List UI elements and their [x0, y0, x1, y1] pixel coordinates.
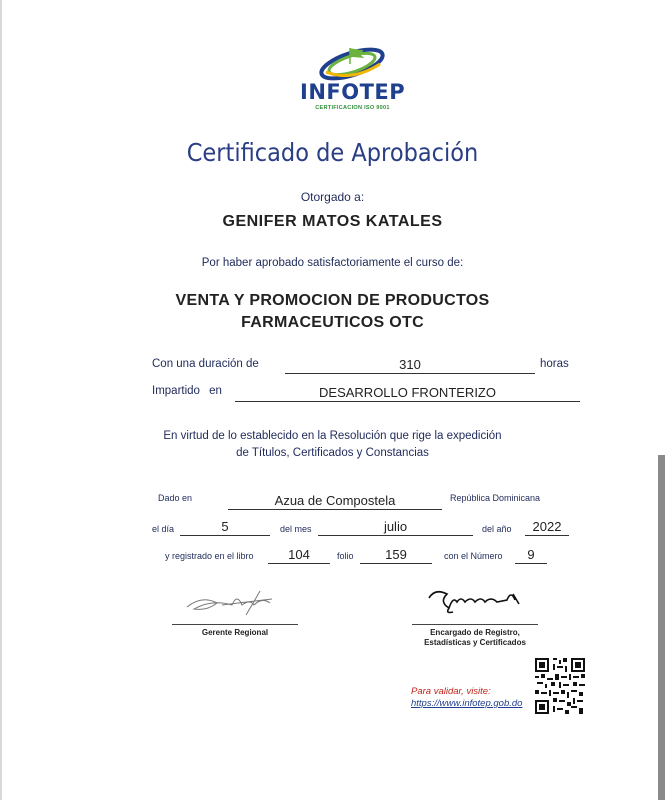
duration-field: 310 [285, 356, 535, 374]
folio-field: 159 [360, 546, 432, 564]
duration-label: Con una duración de [152, 358, 259, 370]
course-name [0, 290, 665, 334]
regional-manager-signature [182, 585, 282, 620]
folio-label: folio [337, 551, 354, 561]
resolution-line-2: de Títulos, Certificados y Constancias [236, 447, 429, 459]
right-signature-title [402, 628, 548, 648]
approved-text: Por haber aprobado satisfactoriamente el curso de: [201, 257, 464, 269]
day-field: 5 [180, 518, 270, 536]
month-label: del mes [280, 524, 312, 534]
validation-label: Para validar, visite: [411, 686, 491, 697]
taught-label: Impartido en [152, 385, 222, 397]
right-signature-line [412, 624, 538, 625]
year-label: del año [482, 524, 512, 534]
number-field: 9 [515, 546, 547, 564]
book-label: y registrado en el libro [165, 551, 254, 561]
course-line-1: VENTA Y PROMOCION DE PRODUCTOS [175, 292, 490, 309]
awarded-to-label: Otorgado a: [300, 190, 365, 204]
year-field: 2022 [525, 518, 569, 536]
course-line-2: FARMACEUTICOS OTC [241, 314, 424, 331]
right-signature-title-line-2: Estadísticas y Certificados [424, 638, 526, 647]
scrollbar[interactable] [658, 455, 665, 800]
infotep-logo [300, 42, 405, 120]
month-field: julio [318, 518, 473, 536]
registry-officer-signature [425, 584, 525, 619]
right-signature-title-line-1: Encargado de Registro, [430, 628, 520, 637]
logo-name: INFOTEP [300, 80, 406, 104]
resolution-line-1: En virtud de lo establecido en la Resolución que rige la expedición [163, 430, 502, 442]
logo-subtitle: CERTIFICACION ISO 9001 [315, 105, 390, 111]
book-field: 104 [268, 546, 330, 564]
validation-link[interactable]: https://www.infotep.gob.do [411, 698, 523, 709]
country-label: República Dominicana [450, 493, 541, 503]
left-signature-line [172, 624, 298, 625]
given-label: Dado en [158, 493, 193, 503]
day-label: el día [152, 524, 175, 534]
duration-unit: horas [540, 358, 569, 370]
logo-emblem-icon [300, 42, 405, 82]
left-signature-title: Gerente Regional [201, 628, 269, 637]
qr-code-icon[interactable] [535, 658, 585, 714]
certificate-title: Certificado de Aprobación [186, 138, 479, 167]
resolution-text [0, 428, 665, 462]
taught-field: DESARROLLO FRONTERIZO [235, 384, 580, 402]
number-label: con el Número [444, 551, 503, 561]
recipient-name: GENIFER MATOS KATALES [222, 213, 443, 230]
place-field: Azua de Compostela [228, 492, 442, 510]
page-left-edge [0, 0, 2, 800]
